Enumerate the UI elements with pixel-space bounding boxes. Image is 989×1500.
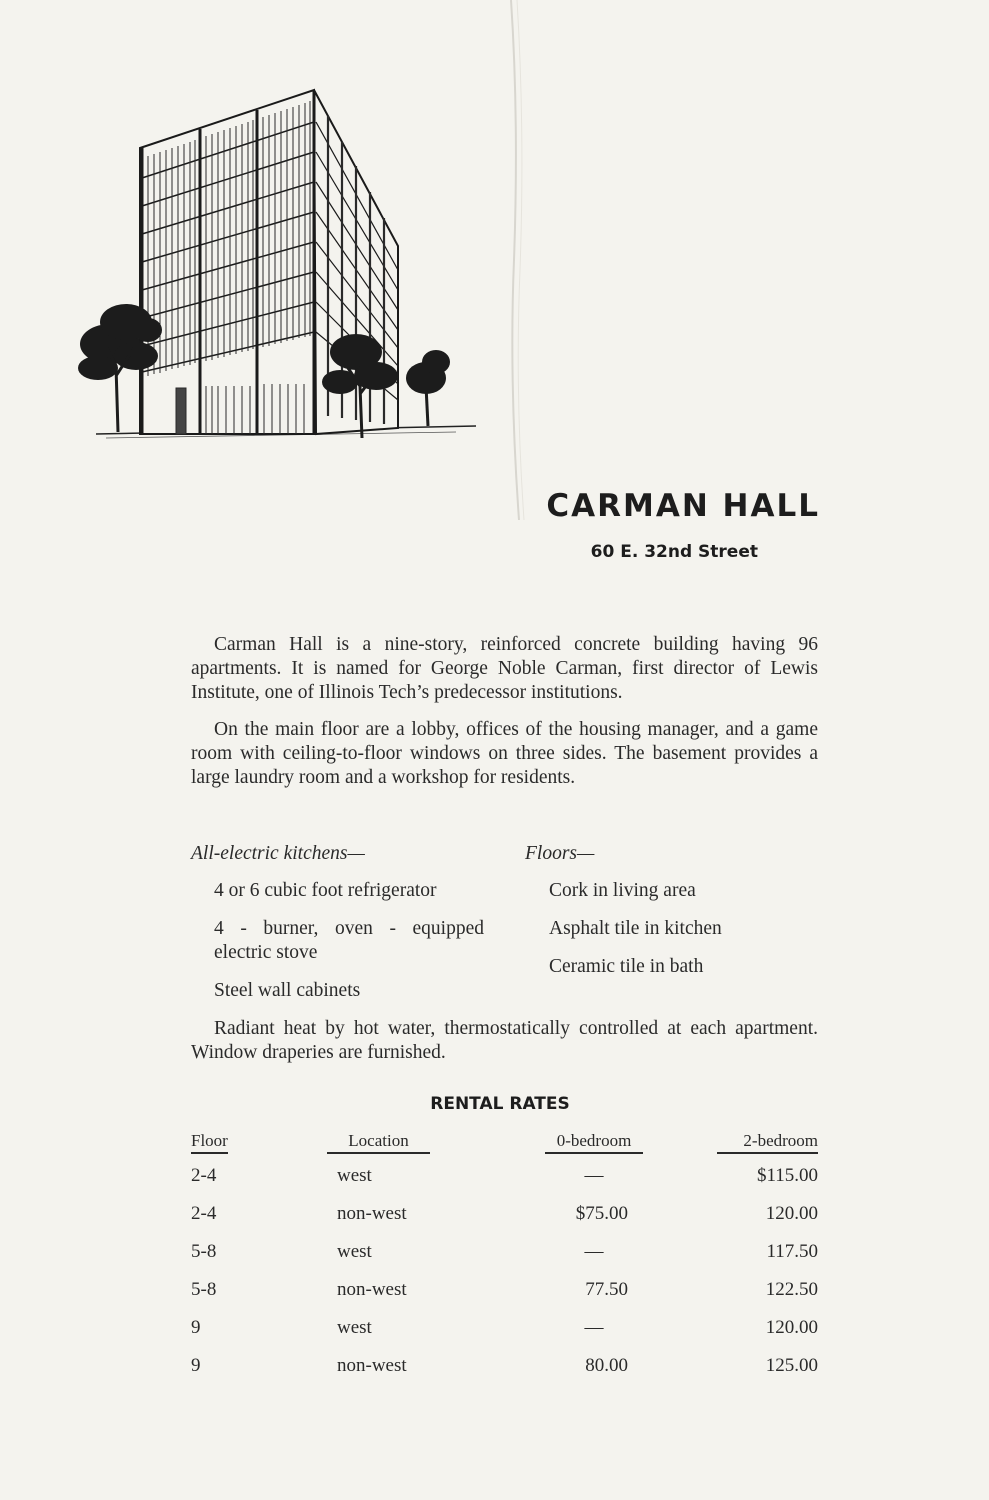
- table-cell-location: non-west: [337, 1203, 407, 1224]
- table-cell-2-bedroom: 122.50: [765, 1279, 818, 1300]
- rental-rates-title: RENTAL RATES: [430, 1094, 570, 1114]
- kitchens-heading: All-electric kitchens—: [191, 843, 365, 864]
- table-cell-0-bedroom: $75.00: [575, 1203, 628, 1224]
- table-cell-0-bedroom: —: [584, 1241, 604, 1262]
- table-cell-floor: 5-8: [191, 1279, 217, 1300]
- kitchen-item: Steel wall cabinets: [214, 980, 361, 1001]
- column-header-0-bedroom: 0-bedroom: [545, 1131, 643, 1154]
- table-cell-0-bedroom: 77.50: [585, 1279, 628, 1300]
- building-sketch-icon: [76, 86, 486, 448]
- table-cell-location: west: [337, 1165, 372, 1186]
- paper-crease: [505, 0, 527, 520]
- table-cell-2-bedroom: 117.50: [766, 1241, 818, 1262]
- table-cell-0-bedroom: —: [584, 1165, 604, 1186]
- table-cell-2-bedroom: 125.00: [765, 1355, 818, 1376]
- table-cell-floor: 5-8: [191, 1241, 217, 1262]
- table-cell-location: west: [337, 1317, 372, 1338]
- table-cell-floor: 9: [191, 1317, 201, 1338]
- floor-item: Asphalt tile in kitchen: [549, 918, 722, 939]
- table-cell-0-bedroom: 80.00: [585, 1355, 628, 1376]
- floor-item: Cork in living area: [549, 880, 696, 901]
- table-cell-2-bedroom: $115.00: [756, 1165, 818, 1186]
- column-header-floor: Floor: [191, 1131, 228, 1154]
- kitchen-item: 4 or 6 cubic foot refrigerator: [214, 880, 437, 901]
- table-cell-2-bedroom: 120.00: [765, 1203, 818, 1224]
- floors-heading: Floors—: [525, 843, 595, 864]
- table-cell-floor: 2-4: [191, 1165, 217, 1186]
- street-address: 60 E. 32nd Street: [590, 542, 758, 562]
- floor-item: Ceramic tile in bath: [549, 956, 704, 977]
- table-cell-floor: 9: [191, 1355, 201, 1376]
- kitchen-item: 4 - burner, oven - equipped electric stove: [214, 918, 484, 963]
- column-header-location: Location: [327, 1131, 430, 1154]
- table-cell-floor: 2-4: [191, 1203, 217, 1224]
- table-cell-2-bedroom: 120.00: [765, 1317, 818, 1338]
- table-cell-location: non-west: [337, 1355, 407, 1376]
- table-cell-0-bedroom: —: [584, 1317, 604, 1338]
- heating-paragraph: Radiant heat by hot water, thermostatically controlled at each apartment. Window draperies are furnished.: [191, 1018, 818, 1063]
- intro-paragraph: Carman Hall is a nine-story, reinforced concrete building having 96 apartments. It is named for George Noble Carman, first director of Lewis Institute, one of Illinois Tech’s predecessor institutions.: [191, 634, 818, 703]
- page-title: CARMAN HALL: [546, 488, 820, 524]
- table-cell-location: west: [337, 1241, 372, 1262]
- facilities-paragraph: On the main floor are a lobby, offices of the housing manager, and a game room with ceiling-to-floor windows on three sides. The basement provides a large laundry room and a workshop for residents.: [191, 719, 818, 788]
- column-header-2-bedroom: 2-bedroom: [717, 1131, 818, 1154]
- table-cell-location: non-west: [337, 1279, 407, 1300]
